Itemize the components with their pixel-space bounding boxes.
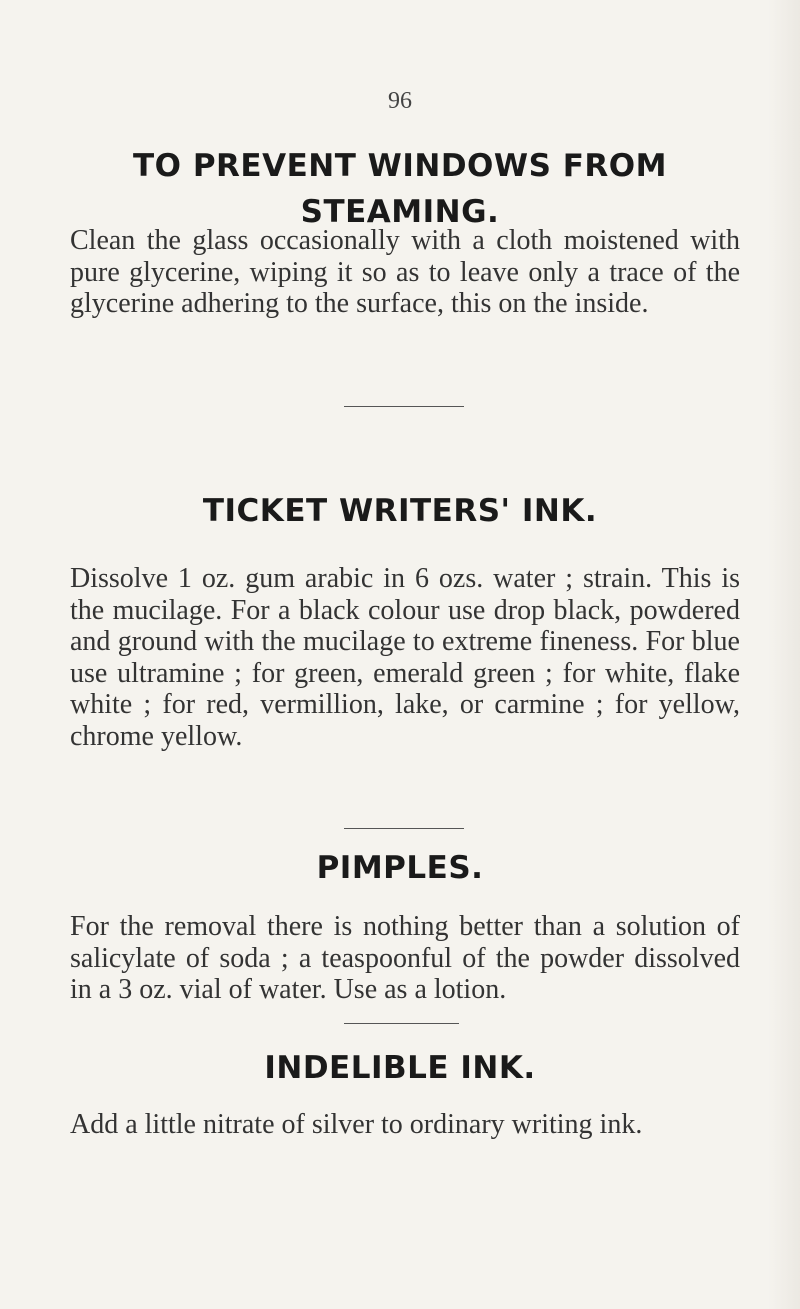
heading-line-2: STEAMING. — [300, 194, 500, 230]
section-heading-windows-steaming — [0, 143, 800, 235]
section-heading-indelible-ink: INDELIBLE INK. — [264, 1050, 536, 1086]
section-divider — [344, 828, 464, 829]
section-divider — [344, 406, 464, 407]
section-body-ticket-writers-ink: Dissolve 1 oz. gum arabic in 6 ozs. water ; strain. This is the mucilage. For a black colour use drop black, powdered and ground with the mucilage to extreme fineness. For blue use ultramine ; for green, emerald green ; for white, flake white ; for red, vermillion, lake, or carmine ; for yellow, chrome yellow. — [70, 563, 740, 752]
section-body-indelible-ink: Add a little nitrate of silver to ordinary writing ink. — [70, 1109, 643, 1140]
section-body-pimples: For the removal there is nothing better than a solution of salicylate of soda ; a teaspoonful of the powder dissolved in a 3 oz. vial of water. Use as a lotion. — [70, 911, 740, 1005]
heading-line-1: TO PREVENT WINDOWS FROM — [133, 148, 667, 184]
section-heading-ticket-writers-ink: TICKET WRITERS' INK. — [202, 493, 598, 529]
section-heading-pimples: PIMPLES. — [316, 850, 484, 886]
page-number: 96 — [388, 88, 412, 114]
section-body-windows-steaming: Clean the glass occasionally with a cloth moistened with pure glycerine, wiping it so as to leave only a trace of the glycerine adhering to the surface, this on the inside. — [70, 225, 740, 319]
section-divider — [344, 1023, 459, 1024]
